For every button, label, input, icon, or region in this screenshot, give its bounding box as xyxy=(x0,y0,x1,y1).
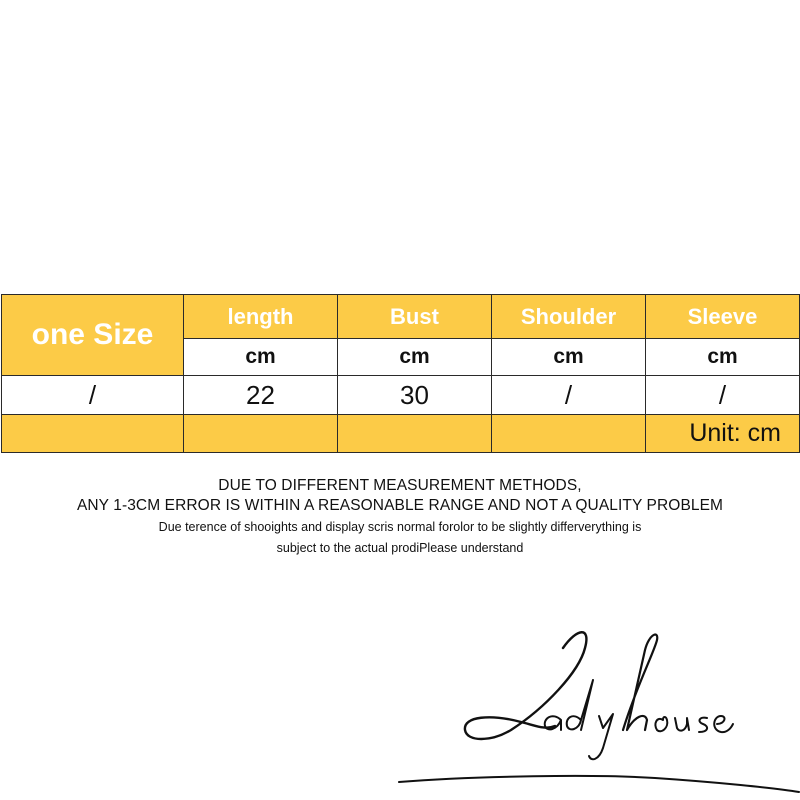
footer-empty-cell xyxy=(2,415,184,453)
size-chart-table xyxy=(1,294,800,453)
unit-cell-sleeve: cm xyxy=(646,339,800,376)
ladyhouse-logo xyxy=(395,620,800,800)
value-cell-shoulder: / xyxy=(492,376,646,415)
footer-empty-cell xyxy=(492,415,646,453)
footer-empty-cell xyxy=(184,415,338,453)
column-header-bust: Bust xyxy=(338,295,492,339)
unit-cell-bust: cm xyxy=(338,339,492,376)
column-header-sleeve: Sleeve xyxy=(646,295,800,339)
footer-row xyxy=(2,415,800,453)
value-cell-length: 22 xyxy=(184,376,338,415)
note-line-2: ANY 1-3CM ERROR IS WITHIN A REASONABLE RANGE AND NOT A QUALITY PROBLEM xyxy=(76,497,724,514)
unit-note: Unit: cm xyxy=(646,415,800,453)
unit-cell-length: cm xyxy=(184,339,338,376)
note-line-4: subject to the actual prodiPlease understand xyxy=(276,541,524,555)
footer-empty-cell xyxy=(338,415,492,453)
note-line-1: DUE TO DIFFERENT MEASUREMENT METHODS, xyxy=(218,477,582,494)
value-cell-bust: 30 xyxy=(338,376,492,415)
column-header-length: length xyxy=(184,295,338,339)
header-row xyxy=(2,295,800,339)
value-row xyxy=(2,376,800,415)
column-header-shoulder: Shoulder xyxy=(492,295,646,339)
value-cell-sleeve: / xyxy=(646,376,800,415)
size-label-cell: one Size xyxy=(2,295,184,376)
measurement-notes xyxy=(0,476,800,558)
unit-cell-shoulder: cm xyxy=(492,339,646,376)
note-line-3: Due terence of shooights and display scris normal forolor to be slightly differverything is xyxy=(158,520,642,534)
size-value-cell: / xyxy=(2,376,184,415)
